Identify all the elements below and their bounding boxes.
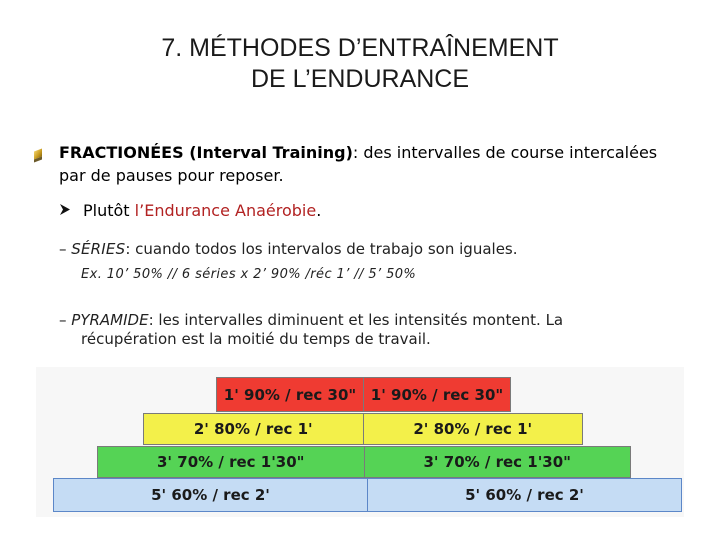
fractionees-paragraph [59,141,679,187]
pyramid-cell: 2' 80% / rec 1' [193,420,313,438]
series-line [59,239,518,260]
pyramid-cell: 1' 90% / rec 30" [223,385,357,404]
pyramid-cell: 5' 60% / rec 2' [367,479,681,511]
pyramide-line2-bold: récupération [81,330,177,348]
pyramid-cell: 3' 70% / rec 1'30" [157,453,305,471]
series-dash: – [59,240,67,258]
pyramide-line2-rest: est la moitié du temps de travail. [176,330,431,348]
series-example: Ex. 10’ 50% // 6 séries x 2’ 90% /réc 1’ // 5’ 50% [81,267,417,282]
plutot-end: . [316,201,322,220]
pyramid-row-1 [216,377,511,412]
bullet-icon [34,149,42,160]
pyramid-cell: 3' 70% / rec 1'30" [364,447,631,477]
fractionees-text: : des intervalles de course intercalées par de pauses pour reposer. [59,143,658,185]
pyramid-row-3 [97,446,631,478]
pyramide-text: : les intervalles diminuent et les intensités montent. La [148,311,564,329]
pyramid-cell: 2' 80% / rec 1' [363,414,583,444]
pyramid-row-4 [53,478,682,512]
slide-title-line1: 7. MÉTHODES D’ENTRAÎNEMENT [161,34,559,62]
pyramid-cell: 5' 60% / rec 2' [151,486,270,504]
fractionees-heading: FRACTIONÉES (Interval Training) [59,143,353,162]
series-text: : cuando todos los intervalos de trabajo son iguales. [125,240,518,258]
plutot-line [59,200,321,222]
pyramide-paragraph [59,311,679,349]
pyramide-label: PYRAMIDE [71,311,149,329]
series-label: SÉRIES [71,240,126,258]
pyramide-line2 [59,330,679,349]
slide-title-line2: DE L’ENDURANCE [250,65,470,93]
arrow-icon [59,200,73,222]
slide-title [0,33,720,95]
pyramide-dash: – [59,311,67,329]
plutot-highlight: l’Endurance Anaérobie [134,201,317,220]
pyramid-table [36,367,684,517]
pyramid-row-2 [143,413,583,445]
plutot-lead: Plutôt [83,201,130,220]
pyramid-cell: 1' 90% / rec 30" [363,378,510,411]
